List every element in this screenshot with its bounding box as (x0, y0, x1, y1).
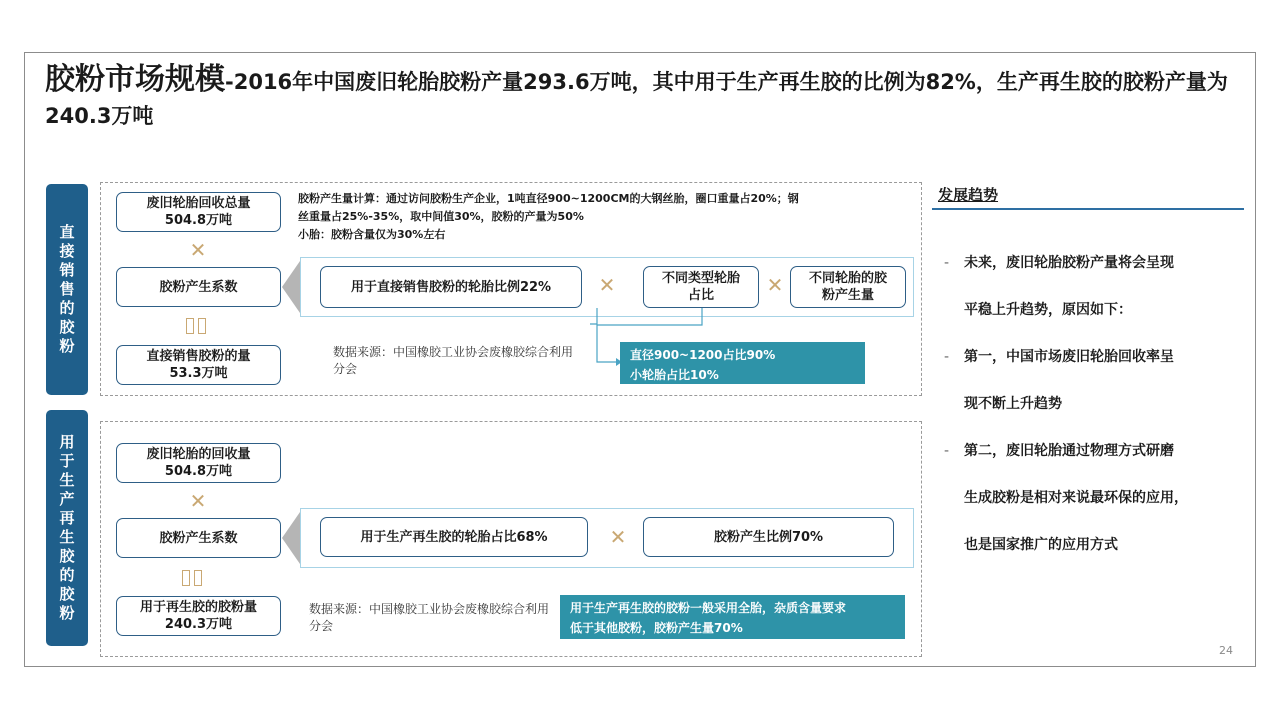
section2-total-box: 废旧轮胎的回收量 504.8万吨 (116, 443, 281, 483)
multiply-icon: ✕ (609, 525, 627, 549)
title-main: 胶粉市场规模 (45, 62, 225, 97)
section2-rate-box: 胶粉产生比例70% (643, 517, 894, 557)
note-line: 胶粉产生量计算：通过访问胶粉生产企业，1吨直径900~1200CM的大钢丝胎，圈口重量占20%；钢 (298, 192, 799, 205)
section1-powder-box: 不同轮胎的胶 粉产生量 (790, 266, 906, 308)
page-number: 24 (1219, 644, 1233, 657)
section2-teal-callout (560, 595, 905, 639)
section2-source: 数据来源：中国橡胶工业协会废橡胶综合利用分会 (309, 602, 550, 633)
section1-source: 数据来源：中国橡胶工业协会废橡胶综合利用分会 (333, 345, 574, 376)
note-line: 小胎：胶粉含量仅为30%左右 (298, 228, 446, 241)
section2-result-box: 用于再生胶的胶粉量 240.3万吨 (116, 596, 281, 636)
equals-icon (186, 318, 208, 336)
section1-calc-note (298, 190, 908, 244)
trend-item: - 第一，中国市场废旧轮胎回收率呈 现不断上升趋势 (944, 334, 1244, 428)
bullet-dash-icon: - (944, 443, 950, 459)
callout-line: 直径900~1200占比90% (630, 348, 776, 362)
section2-side-label: 用于生产再生胶的胶粉 (46, 410, 88, 646)
callout-line: 小轮胎占比10% (630, 368, 719, 382)
section1-ratio-box: 用于直接销售胶粉的轮胎比例22% (320, 266, 582, 308)
section2-coef-box: 胶粉产生系数 (116, 518, 281, 558)
trend-underline (932, 208, 1244, 210)
section1-result-box: 直接销售胶粉的量 53.3万吨 (116, 345, 281, 385)
title-subtitle: -2016年中国废旧轮胎胶粉产量293.6万吨，其中用于生产再生胶的比例为82%，生产再生胶的胶粉产量为240.3万吨 (45, 70, 1228, 128)
equals-icon (182, 570, 204, 588)
section1-teal-callout (620, 342, 865, 384)
trend-heading: 发展趋势 (938, 186, 999, 204)
pointer-arrow (282, 261, 300, 313)
section1-side-label: 直接销售的胶粉 (46, 184, 88, 395)
callout-line: 用于生产再生胶的胶粉一般采用全胎，杂质含量要求 (570, 601, 847, 615)
trend-item: - 第二，废旧轮胎通过物理方式研磨 生成胶粉是相对来说最环保的应用， 也是国家推广的应用方式 (944, 428, 1244, 569)
section1-type-box: 不同类型轮胎 占比 (643, 266, 759, 308)
section2-ratio-box: 用于生产再生胶的轮胎占比68% (320, 517, 588, 557)
bullet-dash-icon: - (944, 349, 950, 365)
multiply-icon: ✕ (766, 273, 784, 297)
section1-coef-box: 胶粉产生系数 (116, 267, 281, 307)
section1-total-box: 废旧轮胎回收总量 504.8万吨 (116, 192, 281, 232)
trend-item: - 未来，废旧轮胎胶粉产量将会呈现 平稳上升趋势，原因如下： (944, 240, 1244, 334)
multiply-icon: ✕ (189, 238, 207, 262)
note-line: 丝重量占25%-35%，取中间值30%，胶粉的产量为50% (298, 210, 584, 223)
page-title (45, 64, 1235, 134)
pointer-arrow (282, 512, 300, 564)
bullet-dash-icon: - (944, 255, 950, 271)
multiply-icon: ✕ (598, 273, 616, 297)
multiply-icon: ✕ (189, 489, 207, 513)
callout-line: 低于其他胶粉，胶粉产生量70% (570, 621, 743, 635)
trend-list (944, 240, 1244, 569)
